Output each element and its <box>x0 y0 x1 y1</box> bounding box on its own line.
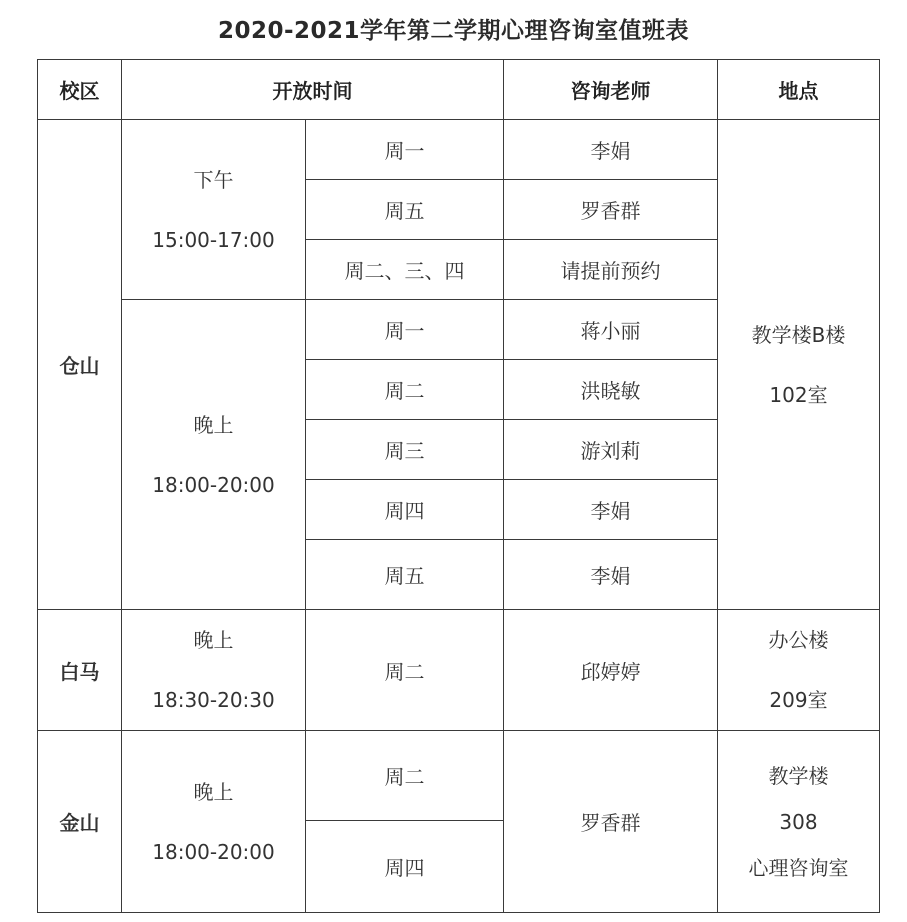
day-cell: 周二、三、四 <box>306 240 504 300</box>
day-cell: 周四 <box>306 480 504 540</box>
page-title: 2020-2021学年第二学期心理咨询室值班表 <box>217 18 690 44</box>
teacher-cell: 洪晓敏 <box>504 360 718 420</box>
header-row <box>38 60 880 120</box>
table-row <box>38 610 880 731</box>
campus-jinshan: 金山 <box>38 731 122 913</box>
campus-baima: 白马 <box>38 610 122 731</box>
baima-location <box>718 610 880 731</box>
teacher-cell: 游刘莉 <box>504 420 718 480</box>
table-row <box>38 731 880 821</box>
time-label: 晚上 <box>193 412 234 437</box>
location-line: 102室 <box>769 382 828 407</box>
day-cell: 周一 <box>306 120 504 180</box>
teacher-cell: 罗香群 <box>504 731 718 913</box>
time-label: 晚上 <box>193 628 234 652</box>
header-open-time: 开放时间 <box>122 60 504 120</box>
teacher-cell: 蒋小丽 <box>504 300 718 360</box>
location-line: 教学楼B楼 <box>751 322 846 347</box>
location-line: 教学楼 <box>768 763 829 788</box>
day-cell: 周五 <box>306 180 504 240</box>
location-line: 心理咨询室 <box>748 855 849 880</box>
teacher-cell: 李娟 <box>504 480 718 540</box>
baima-time <box>122 610 306 731</box>
day-cell: 周五 <box>306 540 504 610</box>
teacher-cell: 罗香群 <box>504 180 718 240</box>
time-hours: 18:30-20:30 <box>152 688 275 712</box>
header-campus: 校区 <box>38 60 122 120</box>
location-line: 308 <box>779 809 818 834</box>
duty-schedule-table <box>37 59 880 913</box>
jinshan-time <box>122 731 306 913</box>
time-label: 晚上 <box>193 779 234 804</box>
time-label: 下午 <box>193 167 234 192</box>
time-hours: 15:00-17:00 <box>152 227 275 252</box>
day-cell: 周四 <box>306 821 504 913</box>
cangshan-afternoon-time <box>122 120 306 300</box>
campus-cangshan: 仓山 <box>38 120 122 610</box>
header-teacher: 咨询老师 <box>504 60 718 120</box>
teacher-cell: 李娟 <box>504 540 718 610</box>
day-cell: 周二 <box>306 360 504 420</box>
time-hours: 18:00-20:00 <box>152 839 275 864</box>
time-hours: 18:00-20:00 <box>152 472 275 497</box>
cangshan-location <box>718 120 880 610</box>
cangshan-evening-time <box>122 300 306 610</box>
location-line: 办公楼 <box>768 628 829 652</box>
day-cell: 周二 <box>306 731 504 821</box>
teacher-cell: 李娟 <box>504 120 718 180</box>
day-cell: 周二 <box>306 610 504 731</box>
teacher-cell: 邱婷婷 <box>504 610 718 731</box>
day-cell: 周一 <box>306 300 504 360</box>
location-line: 209室 <box>769 688 828 712</box>
header-location: 地点 <box>718 60 880 120</box>
teacher-cell: 请提前预约 <box>504 240 718 300</box>
jinshan-location <box>718 731 880 913</box>
table-row <box>38 120 880 180</box>
day-cell: 周三 <box>306 420 504 480</box>
